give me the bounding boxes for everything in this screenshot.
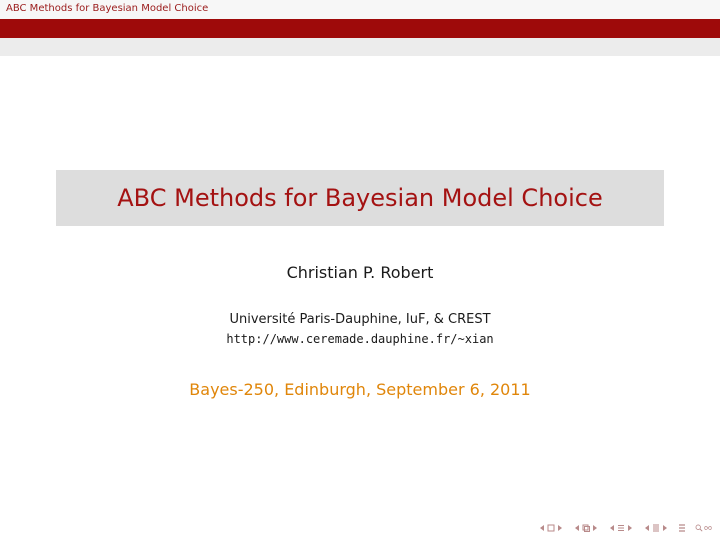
frame-nav — [538, 523, 564, 533]
section-back-icon[interactable] — [608, 523, 616, 533]
subsection-nav — [573, 523, 599, 533]
presentation-back-icon[interactable] — [643, 523, 651, 533]
frame-icon[interactable] — [547, 523, 555, 533]
header-red-band — [0, 19, 720, 38]
institute: Université Paris-Dauphine, IuF, & CREST — [229, 312, 491, 327]
title-box — [56, 170, 664, 226]
appendix-icon[interactable] — [678, 523, 686, 533]
section-icon[interactable] — [617, 523, 625, 533]
frame-forward-icon[interactable] — [556, 523, 564, 533]
search-icon[interactable] — [695, 523, 703, 533]
header-grey-band — [0, 38, 720, 56]
frame-back-icon[interactable] — [538, 523, 546, 533]
search-nav — [695, 523, 712, 533]
navigation-bar — [531, 521, 712, 535]
presentation-nav — [643, 523, 669, 533]
headline-bar — [0, 0, 720, 19]
section-forward-icon[interactable] — [626, 523, 634, 533]
presentation-icon[interactable] — [652, 523, 660, 533]
section-nav — [608, 523, 634, 533]
appendix-nav — [678, 523, 686, 533]
short-title[interactable]: ABC Methods for Bayesian Model Choice — [6, 3, 209, 14]
subsection-icon[interactable] — [582, 523, 590, 533]
loop-icon[interactable] — [704, 523, 712, 533]
presentation-date: Bayes-250, Edinburgh, September 6, 2011 — [189, 380, 531, 399]
author-url[interactable]: http://www.ceremade.dauphine.fr/~xian — [226, 332, 494, 346]
subsection-back-icon[interactable] — [573, 523, 581, 533]
presentation-title: ABC Methods for Bayesian Model Choice — [117, 184, 603, 212]
author-name: Christian P. Robert — [286, 263, 434, 282]
presentation-forward-icon[interactable] — [661, 523, 669, 533]
subsection-forward-icon[interactable] — [591, 523, 599, 533]
